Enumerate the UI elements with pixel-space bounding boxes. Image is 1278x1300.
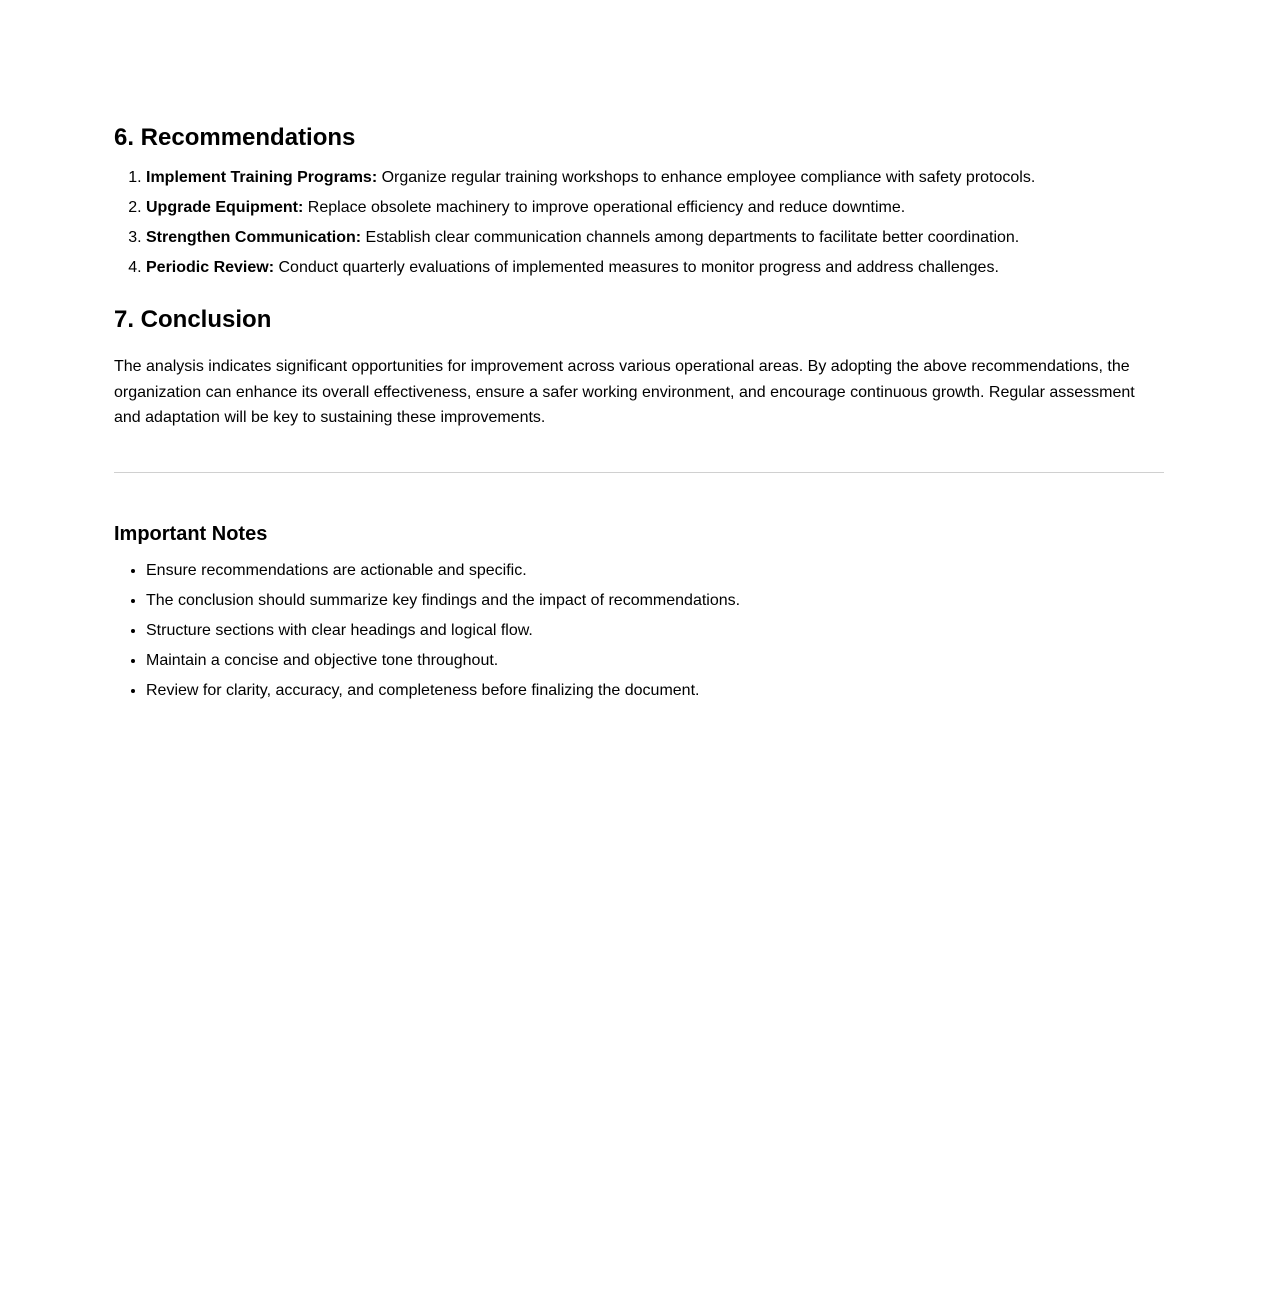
recommendation-text: Replace obsolete machinery to improve operational efficiency and reduce downtime. <box>303 199 906 216</box>
note-item: • The conclusion should summarize key findings and the impact of recommendations. <box>146 591 1164 611</box>
recommendation-title: Periodic Review: <box>146 259 275 276</box>
note-item: • Ensure recommendations are actionable and specific. <box>146 561 1164 581</box>
recommendation-title: Upgrade Equipment: <box>146 199 304 216</box>
recommendation-text: Establish clear communication channels among departments to facilitate better coordination. <box>361 229 1020 246</box>
recommendations-list <box>114 168 1164 278</box>
notes-heading: Important Notes <box>114 522 268 545</box>
section-divider <box>114 472 1164 473</box>
recommendation-text: Conduct quarterly evaluations of implemented measures to monitor progress and address challenges. <box>274 259 999 276</box>
recommendation-item <box>146 258 1164 278</box>
recommendations-heading: 6. Recommendations <box>114 124 356 151</box>
notes-list <box>114 561 1164 701</box>
recommendation-item <box>146 198 1164 218</box>
document-body <box>114 0 1164 701</box>
conclusion-heading: 7. Conclusion <box>114 306 272 333</box>
note-item: • Review for clarity, accuracy, and completeness before finalizing the document. <box>146 681 1164 701</box>
note-item: • Maintain a concise and objective tone throughout. <box>146 651 1164 671</box>
recommendation-title: Implement Training Programs: <box>146 169 378 186</box>
recommendation-title: Strengthen Communication: <box>146 229 362 246</box>
note-item: • Structure sections with clear headings and logical flow. <box>146 621 1164 641</box>
conclusion-paragraph: The analysis indicates significant opportunities for improvement across various operational areas. By adopting the above recommendations, the organization can enhance its overall effectiveness, ensure a safer working environment, and encourage continuous growth. Regular assessment and adaptation will be key to sustaining these improvements. <box>114 358 1135 426</box>
recommendation-item <box>146 228 1164 248</box>
recommendation-item <box>146 168 1164 188</box>
recommendation-text: Organize regular training workshops to enhance employee compliance with safety protocols. <box>377 169 1036 186</box>
